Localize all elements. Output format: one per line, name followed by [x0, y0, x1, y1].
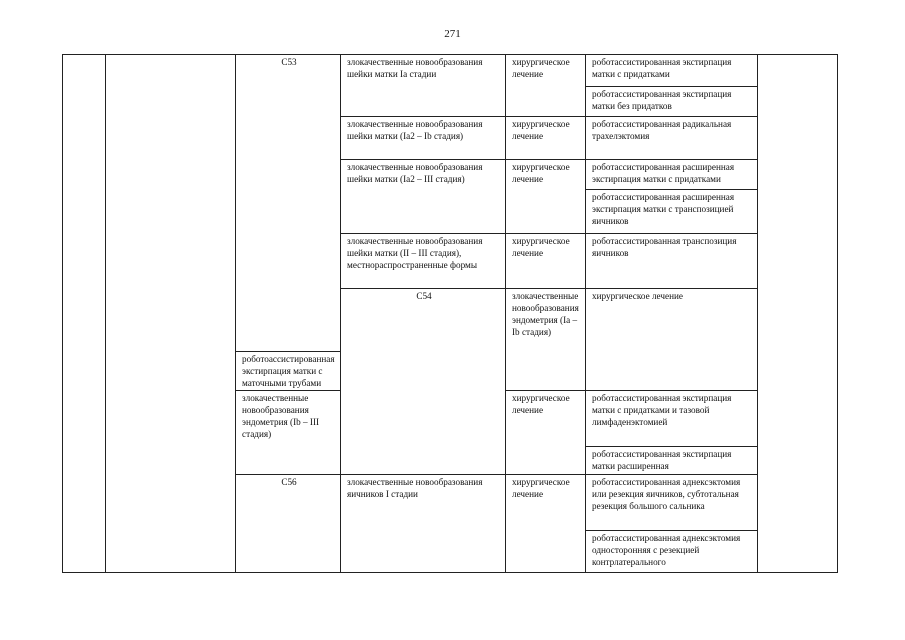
- icd-code-cell: C53: [236, 55, 341, 352]
- treatment-cell: хирургическое лечение: [506, 117, 586, 160]
- method-cell: роботассистированная экстирпация матки расширенная: [586, 447, 758, 475]
- method-cell: роботассистированная аднексэктомия односторонняя с резекцией контрлатерального: [586, 531, 758, 573]
- treatment-cell: хирургическое лечение: [506, 160, 586, 234]
- method-cell: роботассистированная радикальная трахелэктомия: [586, 117, 758, 160]
- procedures-table: [62, 54, 838, 573]
- method-cell: роботассистированная аднексэктомия или резекция яичников, субтотальная резекция большого сальника: [586, 475, 758, 531]
- empty-cell-1: [63, 55, 106, 573]
- method-cell: роботассистированная расширенная экстирпация матки с придатками: [586, 160, 758, 190]
- icd-code-cell: C56: [236, 475, 341, 573]
- diagnosis-cell: злокачественные новообразования шейки матки (II – III стадия), местнораспространенные формы: [341, 234, 506, 289]
- diagnosis-cell: злокачественные новообразования шейки матки (Ia2 – Ib стадия): [341, 117, 506, 160]
- diagnosis-cell: злокачественные новообразования яичников I стадии: [341, 475, 506, 573]
- diagnosis-cell: злокачественные новообразования эндометрия (Ib – III стадия): [236, 391, 341, 475]
- method-cell: роботассистированная экстирпация матки с придатками: [586, 55, 758, 87]
- method-cell: роботассистированная экстирпация матки без придатков: [586, 87, 758, 117]
- method-cell: роботассистированная экстирпация матки с придатками и тазовой лимфаденэктомией: [586, 391, 758, 447]
- treatment-cell: хирургическое лечение: [506, 391, 586, 475]
- treatment-cell: хирургическое лечение: [586, 289, 758, 391]
- method-cell: роботассистированная расширенная экстирпация матки с транспозицией яичников: [586, 190, 758, 234]
- treatment-cell: хирургическое лечение: [506, 475, 586, 573]
- method-cell: роботоассистированная экстирпация матки с маточными трубами: [236, 352, 341, 391]
- treatment-cell: хирургическое лечение: [506, 234, 586, 289]
- page-number: 271: [444, 28, 461, 40]
- diagnosis-cell: злокачественные новообразования эндометрия (Ia – Ib стадия): [506, 289, 586, 391]
- method-cell: роботассистированная транспозиция яичников: [586, 234, 758, 289]
- diagnosis-cell: злокачественные новообразования шейки матки (Ia2 – III стадия): [341, 160, 506, 234]
- empty-cell-2: [106, 55, 236, 573]
- empty-cell-3: [758, 55, 838, 573]
- treatment-cell: хирургическое лечение: [506, 55, 586, 117]
- diagnosis-cell: злокачественные новообразования шейки матки Ia стадии: [341, 55, 506, 117]
- table-row: [63, 55, 838, 87]
- icd-code-cell: C54: [341, 289, 506, 475]
